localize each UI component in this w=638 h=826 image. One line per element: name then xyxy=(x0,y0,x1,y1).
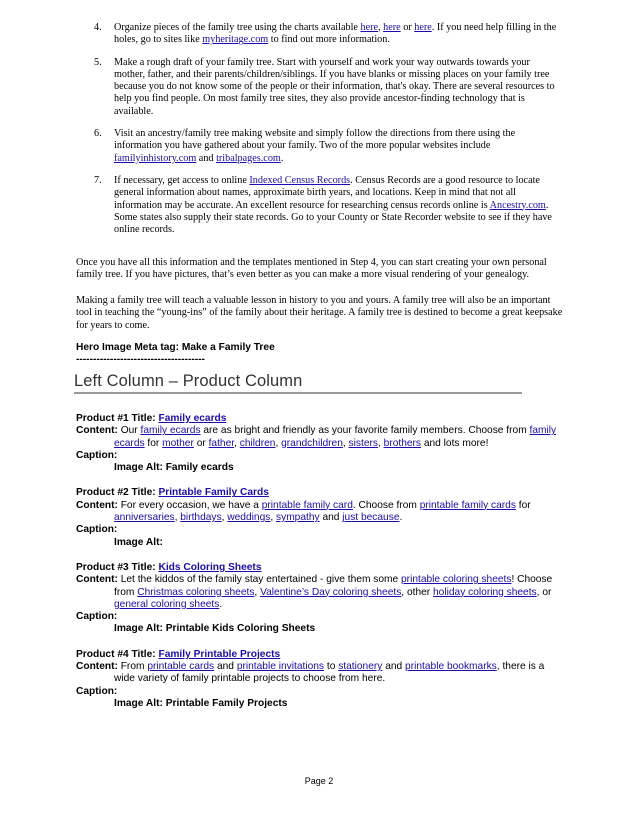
product-3 xyxy=(76,562,568,636)
content-text: , xyxy=(221,512,228,524)
step-4 xyxy=(76,22,562,47)
content-text: , xyxy=(270,512,276,524)
product-1 xyxy=(76,413,568,474)
content-text: , xyxy=(254,586,261,598)
product-list xyxy=(76,413,568,723)
step-text: If necessary, get access to online xyxy=(114,174,250,186)
content-text: . xyxy=(219,598,223,610)
caption-label: Caption: xyxy=(76,524,118,536)
step-text: Organize pieces of the family tree using the charts available xyxy=(114,22,361,33)
step-text: . Census Records are a good resource to locate general information about names, approximate birth years, and locations. Keep in mind that not all information may be accurate. An excellent resource for researching census records online is xyxy=(114,174,540,211)
content-text: ! Choose from xyxy=(114,574,553,598)
step-5 xyxy=(76,57,562,118)
image-alt: Image Alt: Printable Family Projects xyxy=(114,697,288,709)
anniversaries-link[interactable]: anniversaries xyxy=(114,512,175,524)
content-text: From xyxy=(117,661,148,673)
content-text: , xyxy=(234,437,240,449)
step-number: 6. xyxy=(94,128,102,140)
content-text: . xyxy=(399,512,403,524)
content-text: for xyxy=(144,437,163,449)
caption-label: Caption: xyxy=(76,685,118,697)
printable-coloring-sheets-link[interactable]: printable coloring sheets xyxy=(401,574,512,586)
census-records-link[interactable]: Indexed Census Records xyxy=(249,174,351,186)
product-4 xyxy=(76,649,568,710)
step-text: , xyxy=(378,22,384,33)
content-text: , or xyxy=(536,586,552,598)
content-text: , xyxy=(275,437,282,449)
children-link[interactable]: children xyxy=(239,437,276,449)
myheritage-link[interactable]: myheritage.com xyxy=(202,34,269,46)
hero-meta xyxy=(76,342,556,367)
hero-meta-label: Hero Image Meta tag: Make a Family Tree xyxy=(76,342,275,353)
step-text: to find out more information. xyxy=(268,34,390,46)
sympathy-link[interactable]: sympathy xyxy=(276,512,320,524)
printable-cards-link[interactable]: printable cards xyxy=(147,661,215,673)
birthdays-link[interactable]: birthdays xyxy=(180,512,222,524)
step-number: 4. xyxy=(94,22,102,33)
chart-link-1[interactable]: here xyxy=(360,22,379,33)
page-number: Page 2 xyxy=(304,776,334,786)
content-text: and xyxy=(382,661,406,673)
step-text: . Some states also supply their state records. Go to your County or State Recorder website to see if they have online records. xyxy=(114,199,552,236)
stationery-link[interactable]: stationery xyxy=(338,661,383,673)
content-text: , other xyxy=(401,586,434,598)
christmas-coloring-link[interactable]: Christmas coloring sheets xyxy=(137,586,255,598)
step-6 xyxy=(76,128,562,165)
caption-label: Caption: xyxy=(76,611,118,623)
content-label: Content: xyxy=(76,574,118,586)
printable-family-card-link[interactable]: printable family card xyxy=(261,499,353,511)
printable-invitations-link[interactable]: printable invitations xyxy=(236,661,325,673)
step-7 xyxy=(76,175,562,236)
content-label: Content: xyxy=(76,425,118,437)
mother-link[interactable]: mother xyxy=(162,437,194,449)
content-label: Content: xyxy=(76,499,118,511)
step-text: and xyxy=(196,152,217,164)
product-2 xyxy=(76,487,568,548)
content-text: and xyxy=(214,661,237,673)
family-ecards-link[interactable]: family ecards xyxy=(114,425,557,449)
chart-link-2[interactable]: here xyxy=(383,22,401,33)
step-number: 7. xyxy=(94,174,102,186)
content-text: to xyxy=(324,661,339,673)
brothers-link[interactable]: brothers xyxy=(383,437,422,449)
general-coloring-link[interactable]: general coloring sheets xyxy=(114,598,220,610)
printable-family-cards-link[interactable]: printable family cards xyxy=(419,499,516,511)
content-text: , xyxy=(377,437,384,449)
product-title-label: Product #4 Title: xyxy=(76,648,159,660)
familyinhistory-link[interactable]: familyinhistory.com xyxy=(114,152,197,164)
content-text: , xyxy=(174,512,181,524)
product-title-link[interactable]: Family ecards xyxy=(158,413,227,424)
content-text: are as bright and friendly as your favorite family members. Choose from xyxy=(200,425,530,437)
printable-bookmarks-link[interactable]: printable bookmarks xyxy=(405,661,497,673)
tribalpages-link[interactable]: tribalpages.com xyxy=(216,152,281,164)
image-alt: Image Alt: Family ecards xyxy=(114,462,234,474)
content-text: and xyxy=(319,512,343,524)
family-ecards-link[interactable]: family ecards xyxy=(140,425,201,437)
grandchildren-link[interactable]: grandchildren xyxy=(281,437,343,449)
step-text: or xyxy=(400,22,415,33)
content-text: . Choose from xyxy=(352,499,420,511)
content-text: For every occasion, we have a xyxy=(117,499,262,511)
step-number: 5. xyxy=(94,56,102,68)
ancestry-link[interactable]: Ancestry.com xyxy=(489,199,546,211)
left-column-title: Left Column – Product Column xyxy=(74,372,303,390)
father-link[interactable]: father xyxy=(208,437,235,449)
sisters-link[interactable]: sisters xyxy=(348,437,378,449)
image-alt: Image Alt: xyxy=(114,536,163,548)
step-text: . xyxy=(280,152,284,164)
section-divider xyxy=(74,392,522,394)
product-title-link[interactable]: Printable Family Cards xyxy=(158,487,269,499)
weddings-link[interactable]: weddings xyxy=(227,512,271,524)
content-text: , there is a wide variety of family printable projects to choose from here. xyxy=(114,661,545,685)
content-text: or xyxy=(193,437,209,449)
paragraph-lesson: Making a family tree will teach a valuable lesson in history to you and yours. A family tree will also be an important tool in teaching the “young-ins” of the family about their heritage. A family tree is destined to become a great keepsake for years to come. xyxy=(76,295,563,331)
step-text: . If you need help filling in the holes, go to sites like xyxy=(114,22,557,46)
caption-label: Caption: xyxy=(76,449,118,461)
paragraph-templates: Once you have all this information and the templates mentioned in Step 4, you can start creating your own personal family tree. If you have pictures, that’s even better as you can make a more visual rendering of your genealogy. xyxy=(76,257,547,281)
valentines-coloring-link[interactable]: Valentine’s Day coloring sheets xyxy=(260,586,402,598)
content-label: Content: xyxy=(76,661,118,673)
product-title-label: Product #3 Title: xyxy=(76,561,159,573)
holiday-coloring-link[interactable]: holiday coloring sheets xyxy=(433,586,537,598)
product-title-label: Product #2 Title: xyxy=(76,487,159,499)
step-text: Visit an ancestry/family tree making website and simply follow the directions from there using the information you have gathered about your family. Two of the more popular websites include xyxy=(114,128,516,152)
product-title-link[interactable]: Family Printable Projects xyxy=(158,648,281,660)
just-because-link[interactable]: just because xyxy=(342,512,400,524)
image-alt: Image Alt: Printable Kids Coloring Sheets xyxy=(114,623,316,635)
content-text: , xyxy=(342,437,349,449)
content-text: and lots more! xyxy=(421,437,489,449)
hero-meta-dashes: -------------------------------------- xyxy=(76,354,205,366)
left-column-header xyxy=(74,372,524,394)
step-text: Make a rough draft of your family tree. Start with yourself and work your way outwards towards your mother, father, and their parents/children/siblings. If you have blanks or missing places on your family tree because you do not know some of the people or their information, that's okay. There are several resources to help you find people. On most family tree sites, they also provide ancestor-finding technology that is available. xyxy=(114,56,555,117)
content-text: Let the kiddos of the family stay entertained - give them some xyxy=(117,574,402,586)
content-text: for xyxy=(515,499,531,511)
product-title-link[interactable]: Kids Coloring Sheets xyxy=(158,561,262,573)
steps-list xyxy=(76,22,562,246)
product-title-label: Product #1 Title: xyxy=(76,413,159,424)
chart-link-3[interactable]: here xyxy=(414,22,432,33)
content-text: Our xyxy=(117,425,141,437)
